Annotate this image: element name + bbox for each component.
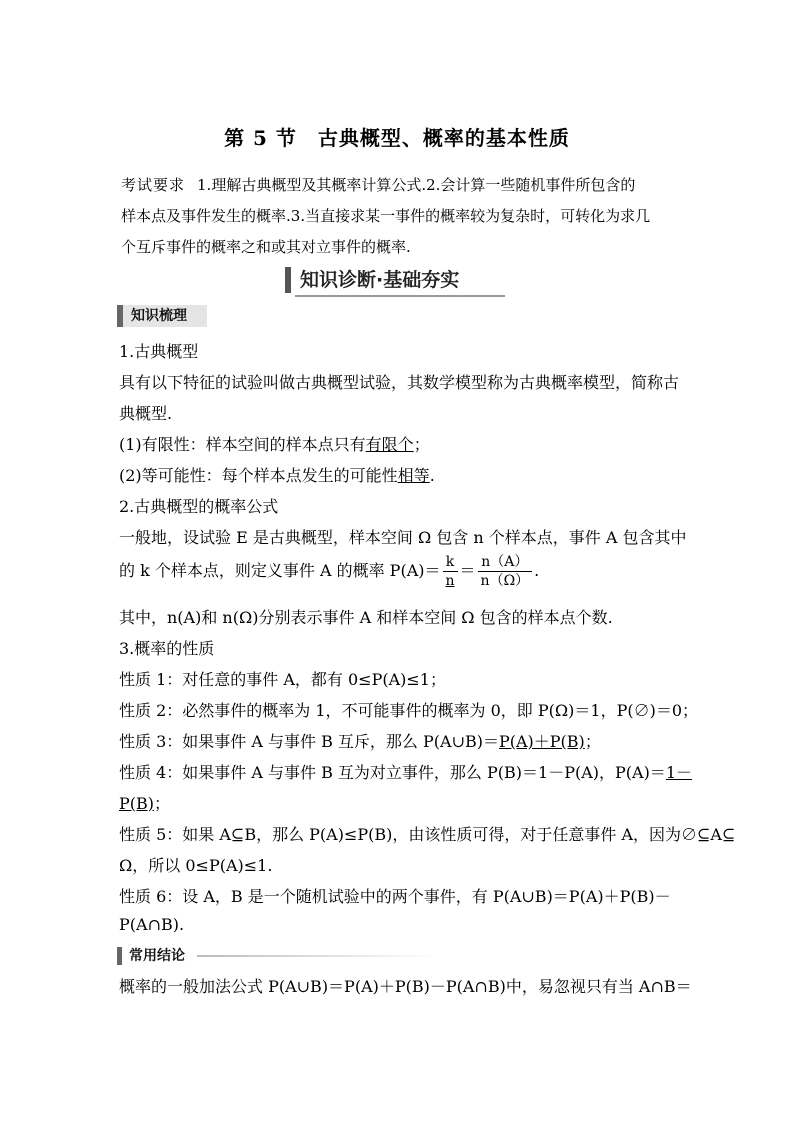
underlined-answer: P(B) (119, 794, 155, 813)
property-6: 性质 6：设 A，B 是一个随机试验中的两个事件，有 P(A∪B)＝P(A)＋P(B)－ (119, 887, 671, 906)
section-tag-label: 常用结论 (129, 948, 185, 964)
requirements-line-1: 考试要求 1.理解古典概型及其概率计算公式.2.会计算一些随机事件所包含的 (121, 176, 636, 194)
property-4-continued: P(B)； (119, 794, 171, 813)
item-equal-likelihood: (2)等可能性：每个样本点发生的可能性相等. (119, 466, 435, 485)
page-title: 第 5 节 古典概型、概率的基本性质 (224, 126, 570, 150)
tag-divider (197, 955, 437, 957)
section-tag-common-conclusions (117, 946, 437, 966)
banner-bar (285, 267, 291, 293)
section-tag-knowledge (117, 305, 207, 327)
heading-probability-formula: 2.古典概型的概率公式 (119, 497, 279, 516)
section-banner (285, 265, 505, 295)
fraction-nA-over-nOmega: $\frac{n(A)}{n(\Omega)}$ (478, 553, 533, 590)
property-5-continued: Ω，所以 0≤P(A)≤1. (119, 856, 273, 875)
property-2: 性质 2：必然事件的概率为 1，不可能事件的概率为 0，即 P(Ω)＝1，P(∅)＝0； (119, 701, 699, 720)
tag-bar (117, 305, 123, 327)
heading-probability-properties: 3.概率的性质 (119, 639, 215, 658)
requirements-label: 考试要求 (121, 176, 186, 194)
underlined-answer: 相等 (397, 466, 430, 485)
paragraph-line: 其中，n(A)和 n(Ω)分别表示事件 A 和样本空间 Ω 包含的样本点个数. (119, 608, 613, 627)
formula-line: 的 k 个样本点，则定义事件 A 的概率 P(A)＝ $\frac{k}{n}$ ＝ $\frac{n(A)}{n(\Omega)}$ . (119, 554, 540, 589)
requirements-line-2: 样本点及事件发生的概率.3.当直接求某一事件的概率较为复杂时，可转化为求几 (121, 207, 651, 225)
conclusion-line: 概率的一般加法公式 P(A∪B)＝P(A)＋P(B)－P(A∩B)中，易忽视只有当 A∩B＝ (119, 977, 692, 996)
requirements-line-3: 个互斥事件的概率之和或其对立事件的概率. (121, 238, 411, 256)
property-1: 性质 1：对任意的事件 A，都有 0≤P(A)≤1； (119, 670, 446, 689)
property-5: 性质 5：如果 A⊆B，那么 P(A)≤P(B)，由该性质可得，对于任意事件 A，因为∅⊆A⊆ (119, 825, 736, 844)
banner-underline (295, 295, 505, 297)
tag-bar (117, 947, 122, 965)
property-6-continued: P(A∩B). (119, 915, 185, 934)
banner-title: 知识诊断·基础夯实 (300, 269, 460, 291)
section-tag-label: 知识梳理 (131, 308, 187, 324)
underlined-answer: P(A)＋P(B) (498, 732, 585, 751)
property-4: 性质 4：如果事件 A 与事件 B 互为对立事件，那么 P(B)＝1－P(A)，P(A)＝1－ (119, 763, 692, 782)
heading-classical-model: 1.古典概型 (119, 342, 199, 361)
fraction-k-over-n: $\frac{k}{n}$ (443, 553, 458, 590)
exam-requirements (121, 170, 676, 263)
underlined-answer: 1－ (665, 763, 692, 782)
paragraph-line: 一般地，设试验 E 是古典概型，样本空间 Ω 包含 n 个样本点，事件 A 包含其中 (119, 528, 687, 547)
underlined-answer: 有限个 (365, 435, 414, 454)
paragraph-line: 典概型. (119, 404, 173, 423)
paragraph-line: 具有以下特征的试验叫做古典概型试验，其数学模型称为古典概率模型，简称古 (119, 373, 680, 392)
item-finiteness: (1)有限性：样本空间的样本点只有有限个； (119, 435, 430, 454)
property-3: 性质 3：如果事件 A 与事件 B 互斥，那么 P(A∪B)＝P(A)＋P(B)； (119, 732, 601, 751)
